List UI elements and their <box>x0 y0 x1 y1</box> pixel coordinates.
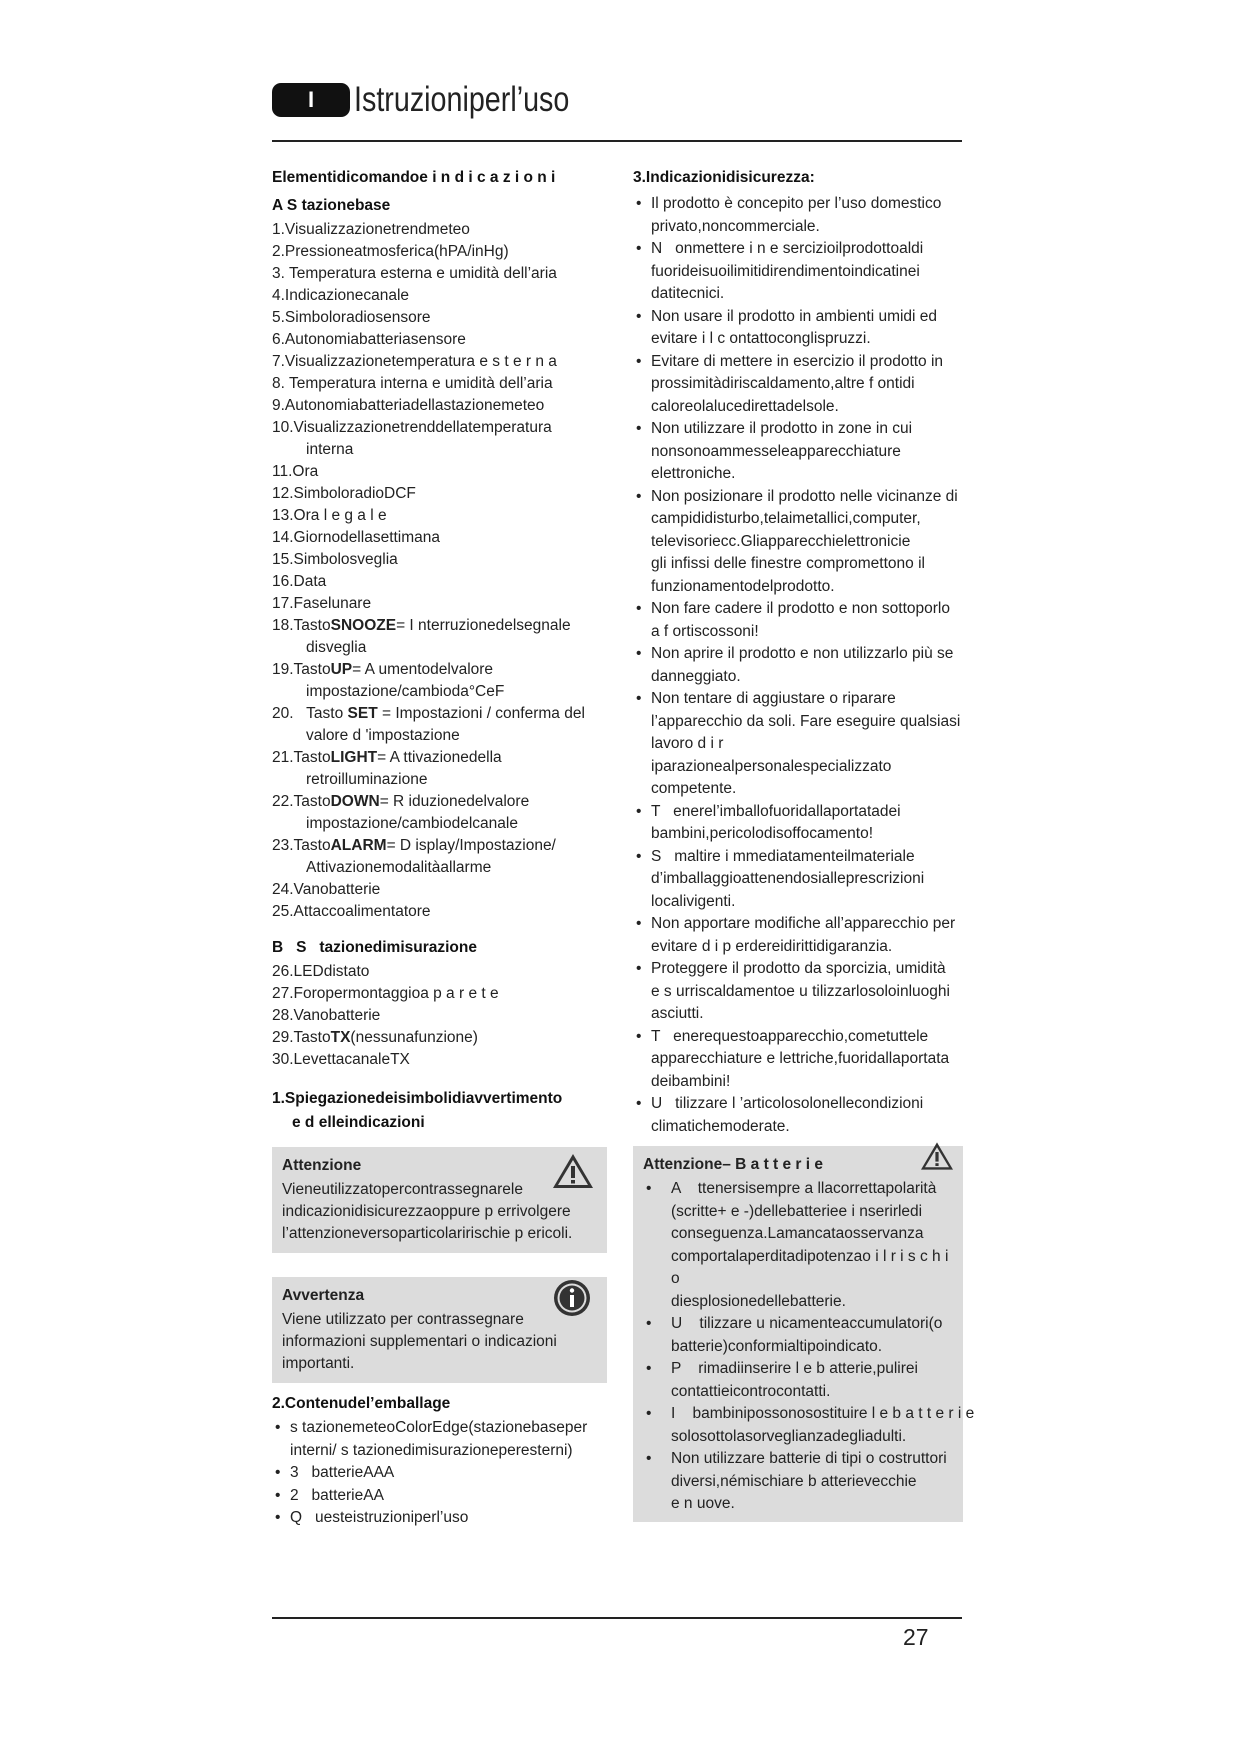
list-item: 9.Autonomiabatteriadellastazionemeteo <box>272 397 545 414</box>
battery-box <box>633 1146 975 1522</box>
attention-box <box>272 1147 607 1253</box>
language-badge: I <box>272 83 350 117</box>
list-item: 3. Temperatura esterna e umidità dell’aria <box>272 265 557 282</box>
list-item: • Non utilizzare batterie di tipi o costruttori diversi,némischiare b atterievecchie e n uove. <box>643 1448 953 1516</box>
warning-icon <box>919 1140 955 1172</box>
list-item: 24.Vanobatterie <box>272 881 381 898</box>
list-item: 11.Ora <box>272 463 319 480</box>
attention-title: Attenzione <box>282 1157 362 1174</box>
list-item: • s tazionemeteoColorEdge(stazionebaseper interni/ s tazionedimisurazioneperesterni) <box>272 1417 607 1462</box>
list-item: • 3 batterieAAA <box>272 1462 607 1485</box>
section-title-controls: Elementidicomandoe i n d i c a z i o n i <box>272 169 556 186</box>
key-item-snooze: 18.TastoSNOOZE= I nterruzionedelsegnale <box>272 617 571 634</box>
station-meas-title: B S tazionedimisurazione <box>272 939 477 956</box>
info-icon <box>553 1279 591 1317</box>
list-item-continuation: interna <box>306 441 354 458</box>
page-header <box>272 80 617 120</box>
list-item: • Proteggere il prodotto da sporcizia, umidità e s urriscaldamentoe u tilizzarlosoloinluoghi asciutti. <box>633 958 963 1026</box>
box-line: l’attenzioneversoparticolaririschie p ericoli. <box>282 1225 573 1242</box>
list-item: 2.Pressioneatmosferica(hPA/inHg) <box>272 243 509 260</box>
list-item: • P rimadiinserire l e b atterie,pulirei contattieicontrocontatti. <box>643 1358 953 1403</box>
list-item: 10.Visualizzazionetrenddellatemperatura <box>272 419 552 436</box>
list-item: 8. Temperatura interna e umidità dell’aria <box>272 375 553 392</box>
list-item: • Il prodotto è concepito per l’uso domestico privato,noncommerciale. <box>633 193 963 238</box>
base-items-list <box>272 219 607 615</box>
list-item: 25.Attaccoalimentatore <box>272 903 431 920</box>
battery-list <box>643 1178 975 1516</box>
box-line: importanti. <box>282 1355 355 1372</box>
list-item: • Q uesteistruzioniperl’uso <box>272 1507 607 1530</box>
warning-icon <box>551 1151 595 1191</box>
list-item: • A ttenersisempre a llacorrettapolarità (scritte+ e -)dellebatteriee i nserirledi conseguenza.Lamancataosservanza comportalaperditadipotenzao i l r i s c h i o diesplosionedellebatterie. <box>643 1178 953 1313</box>
box-line: indicazionidisicurezzaoppure p errivolgere <box>282 1203 571 1220</box>
list-item: 15.Simbolosveglia <box>272 551 398 568</box>
list-item: 1.Visualizzazionetrendmeteo <box>272 221 470 238</box>
key-item-tx: 29.TastoTX(nessunafunzione) <box>272 1029 478 1046</box>
notice-box <box>272 1277 607 1383</box>
list-item: • T enerequestoapparecchio,cometuttele apparecchiature e lettriche,fuoridallaportata deibambini! <box>633 1026 963 1094</box>
list-item: 7.Visualizzazionetemperatura e s t e r n a <box>272 353 557 370</box>
meas-items-list <box>272 961 607 1071</box>
battery-title: Attenzione– B a t t e r i e <box>643 1156 824 1173</box>
box-line: Viene utilizzato per contrassegnare <box>282 1311 524 1328</box>
list-item: 28.Vanobatterie <box>272 1007 381 1024</box>
page-number: 27 <box>903 1624 929 1650</box>
list-item-continuation: disveglia <box>306 639 367 656</box>
safety-title: 3.Indicazionidisicurezza: <box>633 169 815 186</box>
package-title: 2.Contenudel’emballage <box>272 1395 451 1412</box>
list-item-continuation: Attivazionemodalitàallarme <box>306 859 492 876</box>
key-item-alarm: 23.TastoALARM= D isplay/Impostazione/ <box>272 837 556 854</box>
list-item: • N onmettere i n e sercizioilprodottoaldi fuorideisuoilimitidirendimentoindicatinei datitecnici. <box>633 238 963 306</box>
list-item: 6.Autonomiabatteriasensore <box>272 331 466 348</box>
list-item: • Non apportare modifiche all’apparecchio per evitare d i p erdereidirittidigaranzia. <box>633 913 963 958</box>
list-item: 5.Simboloradiosensore <box>272 309 431 326</box>
list-item-continuation: valore d 'impostazione <box>306 727 460 744</box>
list-item: • T enerel’imballofuoridallaportatadei bambini,pericolodisoffocamento! <box>633 801 963 846</box>
symbols-title: 1.Spiegazionedeisimbolidiavvertimento e d elleindicazioni <box>272 1090 563 1131</box>
station-base-title: A S tazionebase <box>272 197 391 214</box>
list-item: • 2 batterieAA <box>272 1485 607 1508</box>
list-item: • Non utilizzare il prodotto in zone in cui nonsonoammesseleapparecchiature elettroniche. <box>633 418 963 486</box>
notice-title: Avvertenza <box>282 1287 365 1304</box>
key-item-up: 19.TastoUP= A umentodelvalore <box>272 661 494 678</box>
list-item: 16.Data <box>272 573 327 590</box>
list-item: • Non aprire il prodotto e non utilizzarlo più se danneggiato. <box>633 643 963 688</box>
package-list <box>272 1417 607 1530</box>
list-item: 30.LevettacanaleTX <box>272 1051 410 1068</box>
list-item-continuation: impostazione/cambiodelcanale <box>306 815 518 832</box>
list-item: • Non usare il prodotto in ambienti umidi ed evitare i l c ontattoconglispruzzi. <box>633 306 963 351</box>
list-item: 12.SimboloradioDCF <box>272 485 416 502</box>
list-item: 14.Giornodellasettimana <box>272 529 441 546</box>
list-item-continuation: impostazione/cambioda°CeF <box>306 683 505 700</box>
right-column <box>633 167 975 1522</box>
list-item: • Non tentare di aggiustare o riparare l’apparecchio da soli. Fare eseguire qualsiasi lavoro d i r iparazionealpersonalespecializzato competente. <box>633 688 963 801</box>
list-item: • U tilizzare l ’articolosolonellecondizioni climatichemoderate. <box>633 1093 963 1138</box>
box-line: informazioni supplementari o indicazioni <box>282 1333 557 1350</box>
key-item-down: 22.TastoDOWN= R iduzionedelvalore <box>272 793 530 810</box>
page-title: Istruzioniperl’uso <box>354 80 570 119</box>
box-line: Vieneutilizzatopercontrassegnarele <box>282 1181 523 1198</box>
list-item-continuation: retroilluminazione <box>306 771 428 788</box>
safety-list <box>633 193 963 1138</box>
list-item: • I bambinipossonosostituire l e b a t t e r i e solosottolasorveglianzadegliadulti. <box>643 1403 953 1448</box>
key-items-list <box>272 615 607 923</box>
list-item: 4.Indicazionecanale <box>272 287 410 304</box>
header-rule <box>272 140 962 142</box>
list-item: 27.Foropermontaggioa p a r e t e <box>272 985 499 1002</box>
list-item: • S maltire i mmediatamenteilmateriale d’imballaggioattenendosialleprescrizioni localivigenti. <box>633 846 963 914</box>
footer-rule <box>272 1617 962 1619</box>
key-item-set: 20. Tasto SET = Impostazioni / conferma del <box>272 705 585 722</box>
list-item: • Non fare cadere il prodotto e non sottoporlo a f ortiscossoni! <box>633 598 963 643</box>
list-item: • Evitare di mettere in esercizio il prodotto in prossimitàdiriscaldamento,altre f ontidi caloreolalucedirettadelsole. <box>633 351 963 419</box>
list-item: • Non posizionare il prodotto nelle vicinanze di campididisturbo,telaimetallici,computer, televisoriecc.Gliapparecchielettronicie gli infissi delle finestre compromettono il funzionamentodelprodotto. <box>633 486 963 599</box>
list-item: • U tilizzare u nicamenteaccumulatori(o batterie)conformialtipoindicato. <box>643 1313 953 1358</box>
list-item: 26.LEDdistato <box>272 963 370 980</box>
list-item: 13.Ora l e g a l e <box>272 507 387 524</box>
list-item: 17.Faselunare <box>272 595 372 612</box>
key-item-light: 21.TastoLIGHT= A ttivazionedella <box>272 749 502 766</box>
left-column <box>272 167 607 1530</box>
